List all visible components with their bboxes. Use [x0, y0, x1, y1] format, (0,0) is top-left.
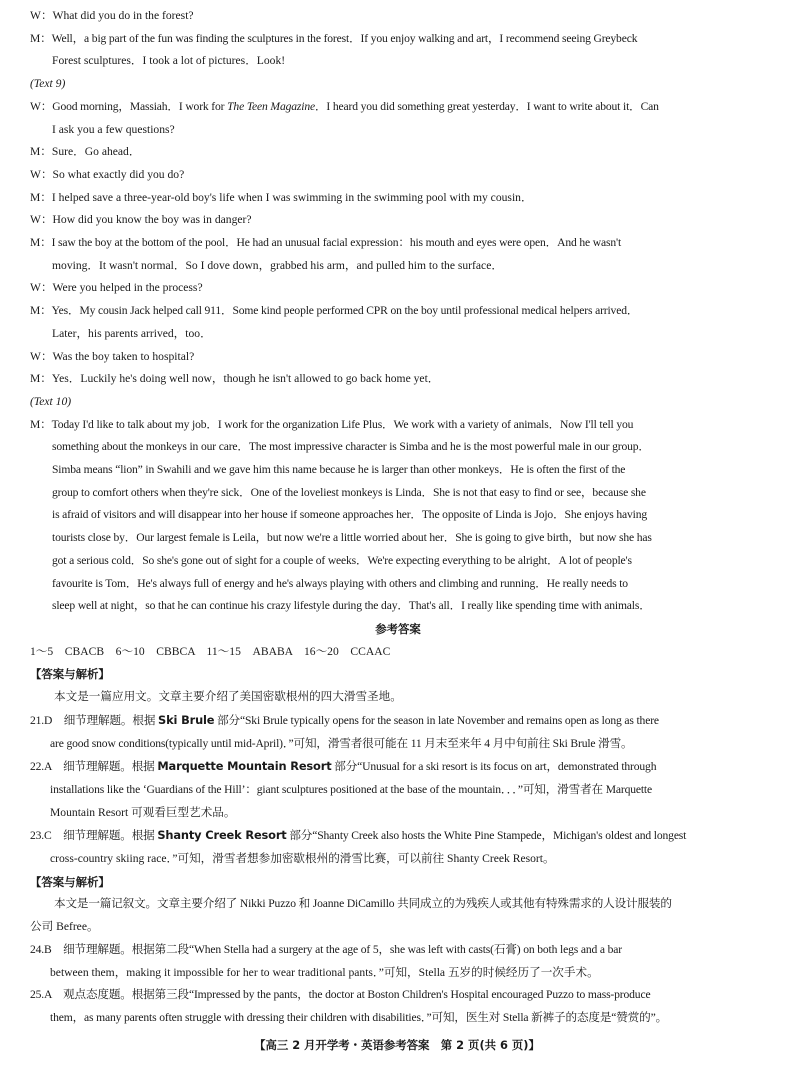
dialogue-line: M：Yes．My cousin Jack helped call 911．Some kind people performed CPR on the boy until professional medical helpers arrived．	[30, 304, 639, 318]
dialogue-line: W：Was the boy taken to hospital?	[30, 349, 195, 363]
dialogue-line: W：Good morning，Massiah．I work for The Teen Magazine．I heard you did something great yesterday．I want to write about it．Can	[30, 99, 659, 113]
dialogue-line-cont: Forest sculptures．I took a lot of pictures．Look!	[52, 54, 286, 68]
question-23-cont: cross-country skiing race．”可知，滑雪者想参加密歇根州的滑雪比赛，可以前往 Shanty Creek Resort。	[50, 852, 555, 866]
section-name: Shanty Creek Resort	[157, 828, 287, 843]
dialogue-line-cont: moving．It wasn't normal．So I dove down，grabbed his arm，and pulled him to the surface．	[52, 258, 503, 272]
analysis-heading: 【答案与解析】	[30, 667, 110, 682]
dialogue-line: M：I saw the boy at the bottom of the pool．He had an unusual facial expression：his mouth and eyes were open．And he wasn't	[30, 236, 622, 250]
dialogue-line: M：Yes．Luckily he's doing well now，though he isn't allowed to go back home yet．	[30, 372, 440, 386]
monologue-line-cont: Simba means “lion” in Swahili and we gave him this name because he is larger than other monkeys．He is often the first of the	[52, 463, 626, 477]
text-9-label: (Text 9)	[30, 77, 66, 91]
page-footer: 【高三 2 月开学考・英语参考答案 第 2 页(共 6 页)】	[254, 1038, 540, 1052]
dialogue-line-cont: I ask you a few questions?	[52, 122, 175, 136]
monologue-line-cont: got a serious cold．So she's gone out of sight for a couple of weeks．We're expecting everything to be alright．A lot of people's	[52, 553, 632, 567]
question-24: 24.B 细节理解题。根据第二段“When Stella had a surgery at the age of 5，she was left with casts(石膏) on both legs and a bar	[30, 942, 622, 956]
dialogue-line: M：Well，a big part of the fun was finding the sculptures in the forest．If you enjoy walking and art，I recommend seeing Greybeck	[30, 31, 638, 45]
passage-summary: 本文是一篇记叙文。文章主要介绍了 Nikki Puzzo 和 Joanne DiCamillo 共同成立的为残疾人或其他有特殊需求的人设计服装的	[54, 897, 672, 911]
dialogue-line: W：Were you helped in the process?	[30, 281, 203, 295]
dialogue-line: W：What did you do in the forest?	[30, 9, 194, 22]
question-25-cont: them，as many parents often struggle with dressing their children with disabilities．”可知，医生对 Stella 新裤子的态度是“赞赏的”。	[50, 1010, 668, 1024]
monologue-line-cont: sleep well at night，so that he can continue his crazy lifestyle during the day．That's all．I really like spending time with animals．	[52, 599, 651, 613]
answer-keys: 1～5 CBACB 6～10 CBBCA 11～15 ABABA 16～20 CCAAC	[30, 644, 391, 658]
question-23: 23.C 细节理解题。根据 Shanty Creek Resort 部分“Shanty Creek also hosts the White Pine Stampede，Michigan's oldest and longest	[30, 828, 687, 843]
question-21: 21.D 细节理解题。根据 Ski Brule 部分“Ski Brule typically opens for the season in late November and remains open as long as there	[30, 712, 659, 727]
dialogue-line: W：So what exactly did you do?	[30, 167, 185, 181]
passage-summary: 本文是一篇应用文。文章主要介绍了美国密歇根州的四大滑雪圣地。	[54, 690, 402, 704]
monologue-line-cont: tourists close by．Our largest female is Leila，but now we're a little worried about her．She is going to give birth，but now she has	[52, 531, 652, 545]
monologue-line: M：Today I'd like to talk about my job．I work for the organization Life Plus．We work with a variety of animals．Now I'll tell you	[30, 417, 634, 431]
dialogue-line-cont: Later，his parents arrived，too．	[52, 326, 212, 340]
dialogue-line: M：I helped save a three-year-old boy's life when I was swimming in the swimming pool with my cousin．	[30, 190, 533, 204]
question-22: 22.A 细节理解题。根据 Marquette Mountain Resort 部分“Unusual for a ski resort is its focus on art，demonstrated through	[30, 759, 657, 774]
question-25: 25.A 观点态度题。根据第三段“Impressed by the pants，the doctor at Boston Children's Hospital encouraged Puzzo to mass-produce	[30, 988, 651, 1002]
question-24-cont: between them，making it impossible for her to wear traditional pants．”可知，Stella 五岁的时候经历了一次手术。	[50, 965, 599, 979]
passage-summary-cont: 公司 Befree。	[30, 920, 99, 934]
question-22-cont: Mountain Resort 可观看巨型艺术品。	[50, 805, 236, 819]
monologue-line-cont: group to comfort others when they're sick．One of the loveliest monkeys is Linda．She is not that easy to find or see，because she	[52, 485, 646, 499]
monologue-line-cont: something about the monkeys in our care．The most impressive character is Simba and he is the most powerful male in our group．	[52, 440, 650, 454]
question-21-cont: are good snow conditions(typically until mid-April)．”可知，滑雪者很可能在 11 月末至来年 4 月中旬前往 Ski Brule 滑雪。	[50, 736, 633, 750]
monologue-line-cont: is afraid of visitors and will disappear into her house if someone approaches her．The opposite of Linda is Jojo．She enjoys having	[52, 508, 647, 522]
answers-heading: 参考答案	[375, 621, 421, 636]
question-22-cont: installations like the ‘Guardians of the Hill’：giant sculptures positioned at the base of the mountain．．．”可知，滑雪者在 Marquette	[50, 782, 653, 796]
dialogue-line: W：How did you know the boy was in danger?	[30, 213, 252, 227]
analysis-heading: 【答案与解析】	[30, 874, 110, 889]
dialogue-line: M：Sure．Go ahead．	[30, 145, 141, 159]
magazine-title: The Teen Magazine	[227, 99, 315, 113]
section-name: Ski Brule	[158, 712, 215, 727]
text-10-label: (Text 10)	[30, 394, 72, 408]
section-name: Marquette Mountain Resort	[157, 759, 332, 774]
monologue-line-cont: favourite is Tom．He's always full of energy and he's always playing with others and climbing and running．He really needs to	[52, 576, 628, 590]
